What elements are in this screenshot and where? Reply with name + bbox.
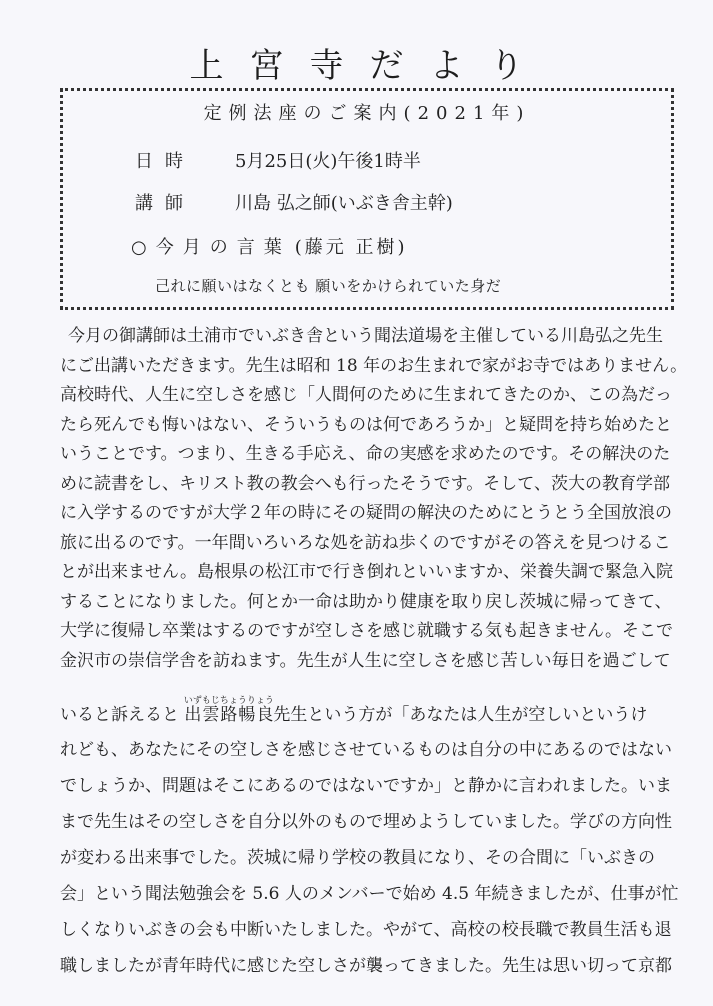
date-value: 5月25日(火)午後1時半 xyxy=(235,151,421,172)
ruby-base: 出雲路暢良 xyxy=(183,705,274,725)
notice-box xyxy=(60,88,674,310)
date-row xyxy=(135,147,421,173)
body-line: れども、あなたにその空しさを感じさせているものは自分の中にあるのではない xyxy=(60,740,672,760)
article-body xyxy=(60,322,688,984)
body-line: 旅に出るのです。一年間いろいろな処を訪ね歩くのですがその答えを見つけるこ xyxy=(60,532,671,553)
ruby-reading: いずもじちょうりょう xyxy=(183,696,274,706)
lecturer-label: 講師 xyxy=(135,193,195,214)
body-line: 職しましたが青年時代に感じた空しさが襲ってきました。先生は思い切って京都 xyxy=(60,956,672,976)
page-title: 上宮寺だより xyxy=(189,46,550,86)
body-line: 今月の御講師は土浦市でいぶき舎という聞法道場を主催している川島弘之先生 xyxy=(68,326,663,346)
body-line: いうことです。つまり、生きる手応え、命の実感を求めたのです。その解決のた xyxy=(60,444,671,464)
body-line: めに読書をし、キリスト教の教会へも行ったそうです。そして、茨大の教育学部 xyxy=(60,473,670,494)
word-of-month-label: ○今月の言葉 xyxy=(131,237,291,258)
body-line: が変わる出来事でした。茨城に帰り学校の教員になり、その合間に「いぶきの xyxy=(60,848,655,868)
body-line: 会」という聞法勉強会を 5.6 人のメンバーで始め 4.5 年続きましたが、仕事が忙 xyxy=(60,884,679,904)
body-line: することになりました。何とか一命は助かり健康を取り戻し茨城に帰ってきて、 xyxy=(60,591,672,612)
body-text-fragment: いると訴えると xyxy=(60,705,185,725)
lecturer-row xyxy=(135,189,453,215)
body-line: 高校時代、人生に空しさを感じ「人間何のために生まれてきたのか、この為だっ xyxy=(60,385,672,405)
body-line: とが出来ません。島根県の松江市で行き倒れといいますか、栄養失調で緊急入院 xyxy=(60,562,674,582)
body-line: たら死んでも悔いはない、そういうものは何であろうか」と疑問を持ち始めたと xyxy=(60,414,672,435)
body-line: でしょうか、問題はそこにあるのではないですか」と静かに言われました。いま xyxy=(60,776,672,796)
body-line: 大学に復帰し卒業はするのですが空しさを感じ就職する気も起きません。そこで xyxy=(60,621,674,641)
body-line: にご出講いただきます。先生は昭和 18 年のお生まれで家がお寺ではありません。 xyxy=(60,355,688,376)
ruby-name xyxy=(183,696,274,725)
body-line: しくなりいぶきの会も中断いたしました。やがて、高校の校長職で教員生活も退 xyxy=(60,920,672,940)
lecturer-value: 川島 弘之師(いぶき舎主幹) xyxy=(235,193,453,214)
notice-heading: 定例法座のご案内(2021年) xyxy=(203,103,531,124)
date-label: 日時 xyxy=(135,151,195,172)
body-line: まで先生はその空しさを自分以外のもので埋めようしていました。学びの方向性 xyxy=(60,812,672,832)
monthly-quote: 己れに願いはなくとも 願いをかけられていた身だ xyxy=(155,277,502,295)
body-line: に入学するのですが大学２年の時にその疑問の解決のためにとうとう全国放浪の xyxy=(60,503,672,523)
word-of-month-author: (藤元 正樹) xyxy=(294,237,408,258)
word-of-month-row xyxy=(131,233,408,259)
body-line-with-ruby xyxy=(60,696,680,732)
body-line: 金沢市の崇信学舎を訪ねます。先生が人生に空しさを感じ苦しい毎日を過ごして xyxy=(60,650,671,671)
body-text-fragment: 先生という方が「あなたは人生が空しいというけ xyxy=(273,705,648,725)
